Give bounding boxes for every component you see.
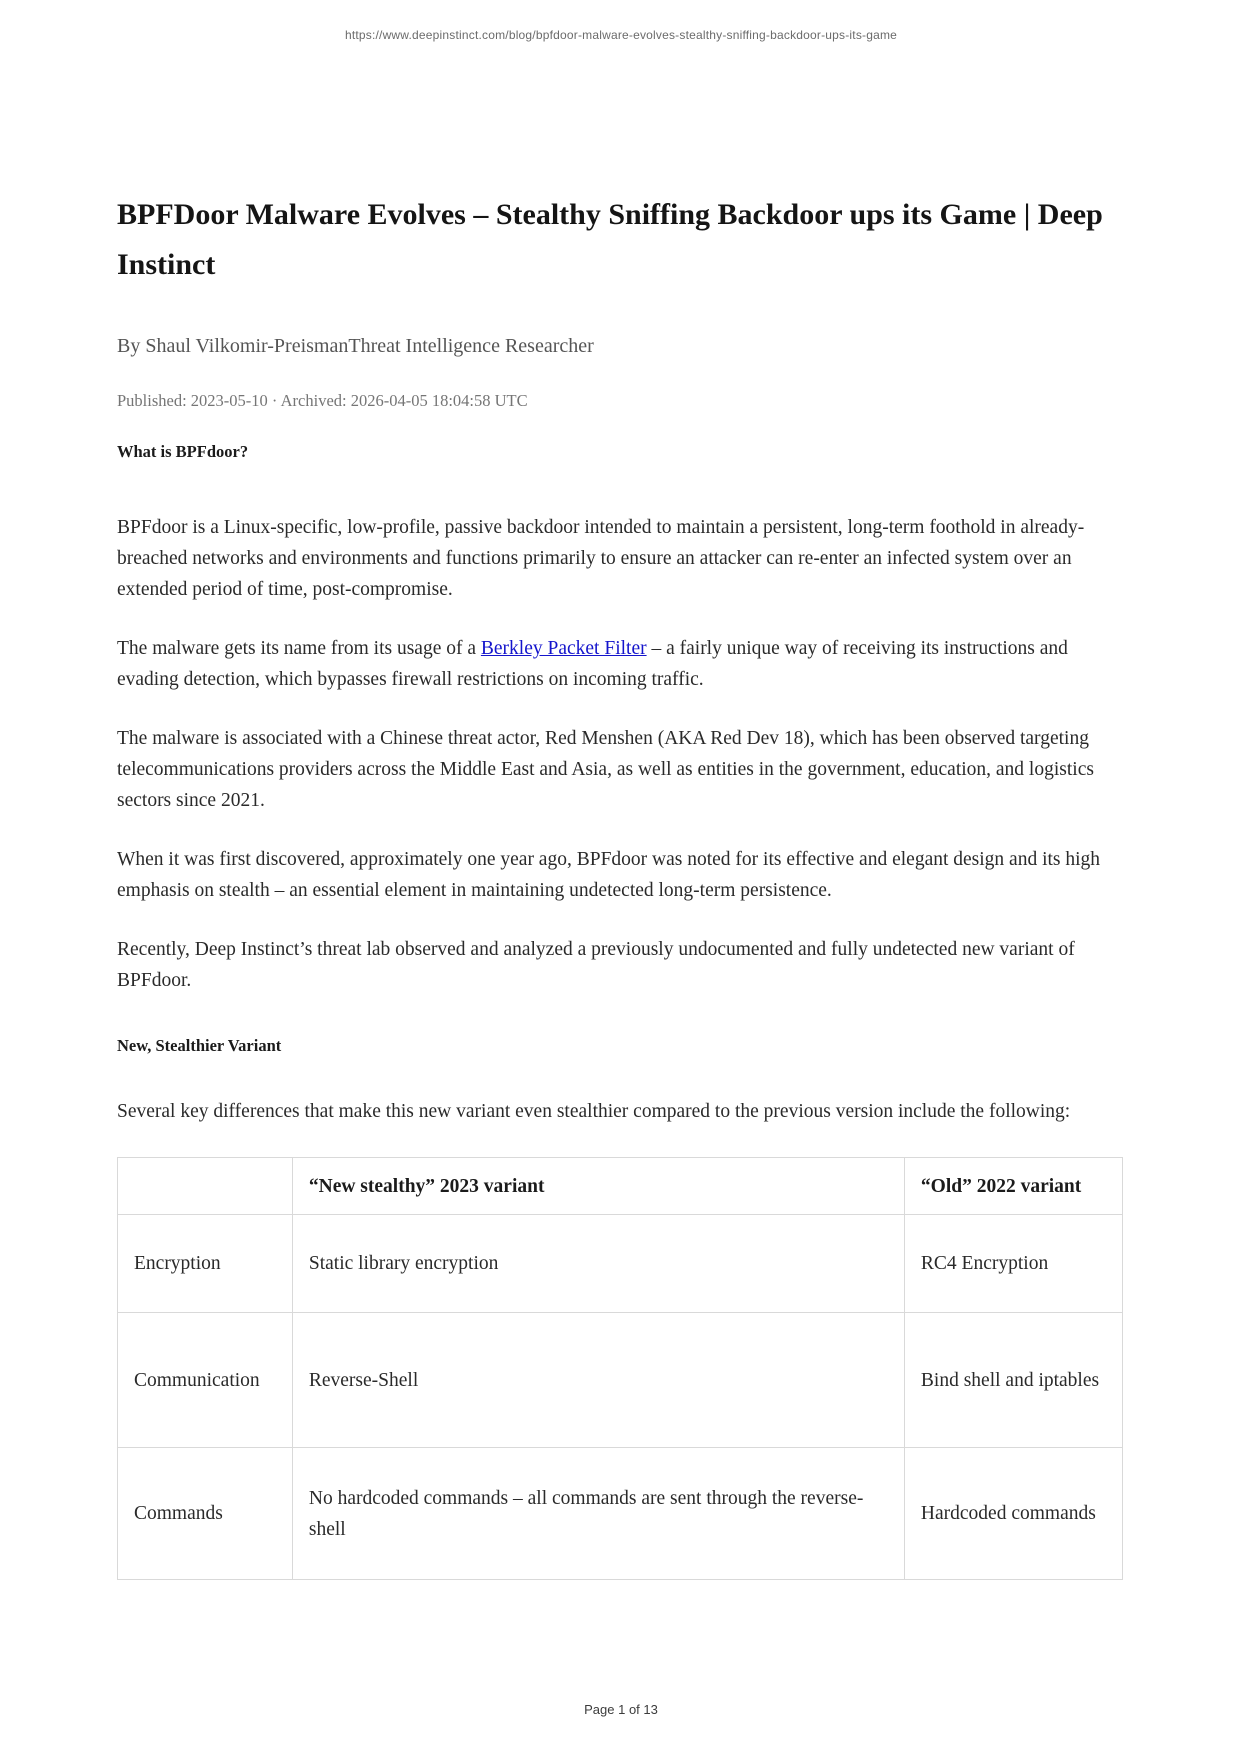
table-row-commands	[118, 1448, 1123, 1580]
article-byline: By Shaul Vilkomir-PreismanThreat Intelligence Researcher	[117, 335, 594, 357]
table-header-row	[118, 1158, 1123, 1215]
paragraph-first-discovery: When it was first discovered, approximately one year ago, BPFdoor was noted for its effective and elegant design and its high emphasis on stealth – an essential element in maintaining undetected long-term persistence.	[117, 849, 1101, 901]
paragraph-key-differences: Several key differences that make this new variant even stealthier compared to the previous version include the following:	[117, 1101, 1071, 1122]
published-archived-meta: Published: 2023-05-10 · Archived: 2026-04-05 18:04:58 UTC	[117, 391, 528, 410]
cell-communication-new: Reverse-Shell	[292, 1313, 904, 1448]
cell-communication-old: Bind shell and iptables	[904, 1313, 1122, 1448]
table-header-old-variant: “Old” 2022 variant	[904, 1158, 1122, 1215]
paragraph-name-origin-after-link: – a fairly unique way of receiving its instructions and evading detection, which bypasses firewall restrictions on incoming traffic.	[117, 638, 1068, 690]
paragraph-threat-actor: The malware is associated with a Chinese threat actor, Red Menshen (AKA Red Dev 18), which has been observed targeting telecommunications providers across the Middle East and Asia, as well as entities in the government, education, and logistics sectors since 2021.	[117, 728, 1094, 811]
cell-encryption-new: Static library encryption	[292, 1215, 904, 1313]
article-content	[117, 190, 1123, 1580]
paragraph-name-origin	[117, 633, 1123, 695]
berkley-packet-filter-link[interactable]: Berkley Packet Filter	[480, 638, 647, 659]
section-heading-new-stealthier-variant: New, Stealthier Variant	[117, 1036, 282, 1055]
paragraph-intro: BPFdoor is a Linux-specific, low-profile, passive backdoor intended to maintain a persistent, long-term foothold in already-breached networks and environments and functions primarily to ensure an attacker can re-enter an infected system over an extended period of time, post-compromise.	[117, 517, 1085, 600]
page-number-indicator: Page 1 of 13	[584, 1702, 658, 1717]
paragraph-new-variant-observed: Recently, Deep Instinct’s threat lab observed and analyzed a previously undocumented and fully undetected new variant of BPFdoor.	[117, 939, 1075, 991]
archive-url-header: https://www.deepinstinct.com/blog/bpfdoor-malware-evolves-stealthy-sniffing-backdoor-ups-its-game	[344, 28, 898, 42]
cell-commands-new: No hardcoded commands – all commands are sent through the reverse-shell	[292, 1448, 904, 1580]
row-label-commands: Commands	[118, 1448, 293, 1580]
row-label-encryption: Encryption	[118, 1215, 293, 1313]
table-header-new-variant: “New stealthy” 2023 variant	[292, 1158, 904, 1215]
variant-comparison-table	[117, 1157, 1123, 1580]
cell-encryption-old: RC4 Encryption	[904, 1215, 1122, 1313]
table-row-encryption	[118, 1215, 1123, 1313]
paragraph-name-origin-before-link: The malware gets its name from its usage of a	[117, 638, 481, 659]
table-row-communication	[118, 1313, 1123, 1448]
page-title: BPFDoor Malware Evolves – Stealthy Sniffing Backdoor ups its Game | Deep Instinct	[117, 198, 1103, 281]
section-heading-what-is-bpfdoor: What is BPFdoor?	[117, 442, 249, 461]
cell-commands-old: Hardcoded commands	[904, 1448, 1122, 1580]
table-header-empty-cell	[118, 1158, 293, 1215]
row-label-communication: Communication	[118, 1313, 293, 1448]
